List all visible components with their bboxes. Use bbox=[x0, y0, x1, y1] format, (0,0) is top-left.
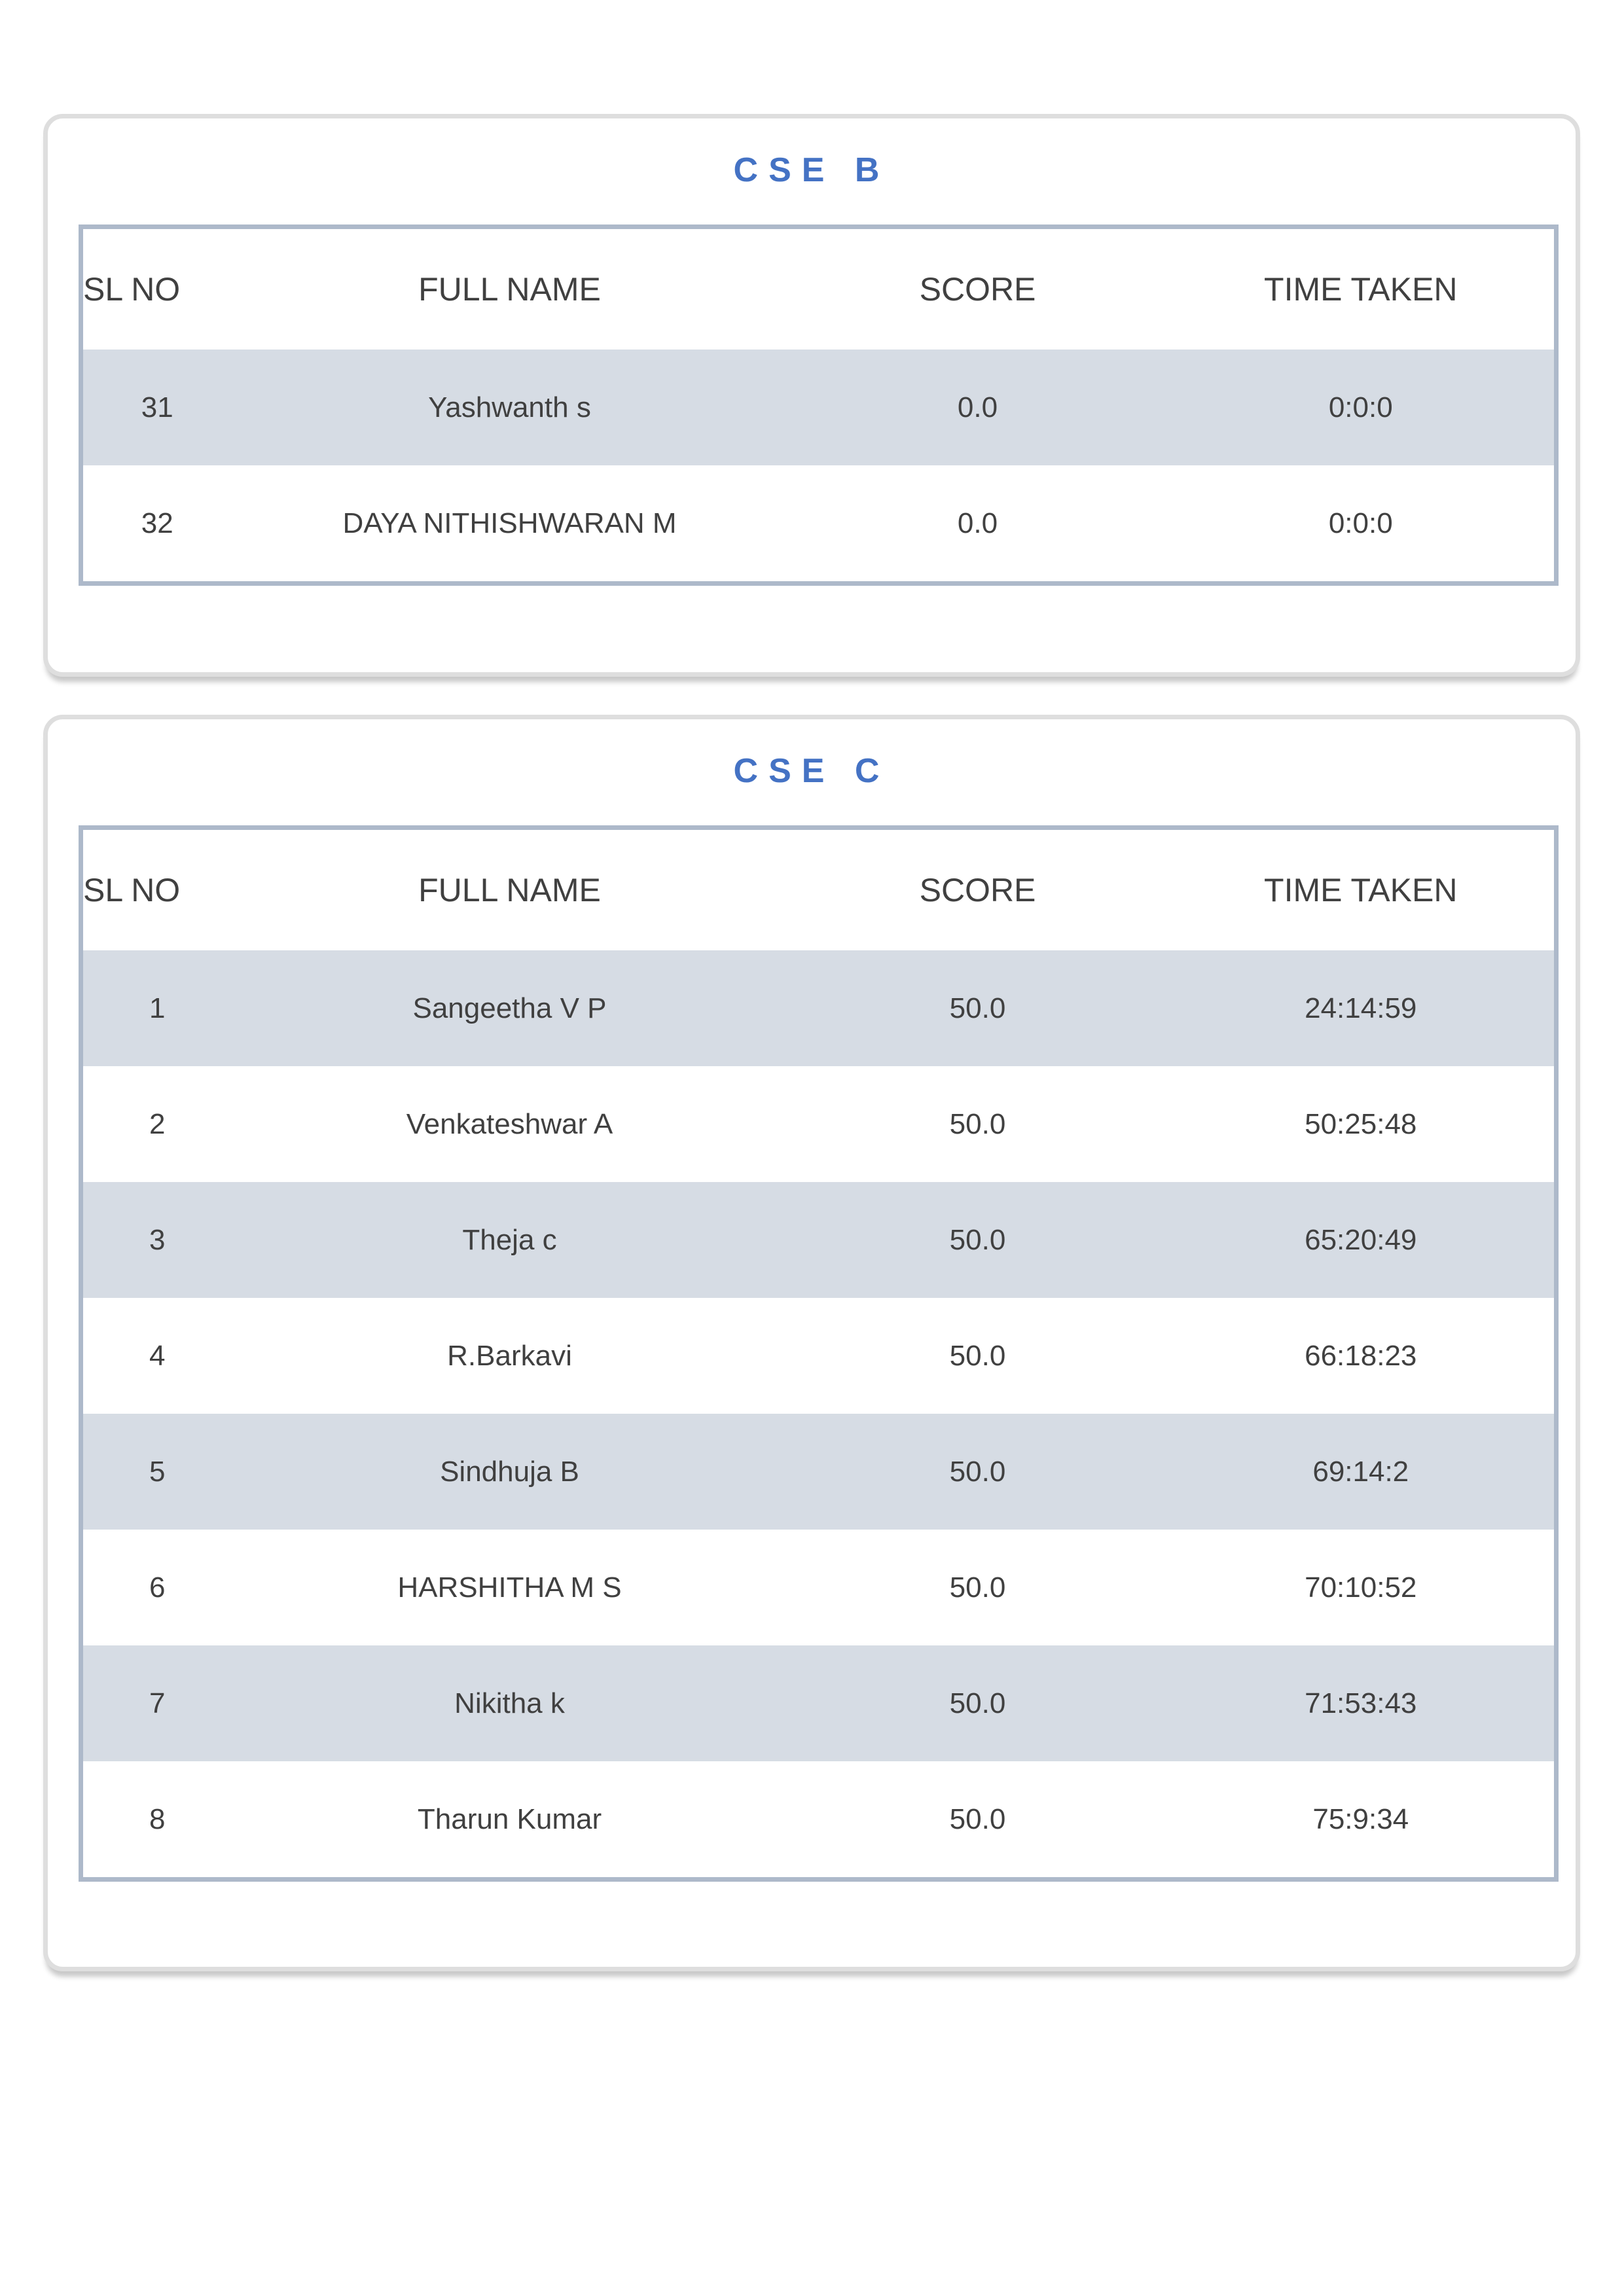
column-header-full-name: FULL NAME bbox=[418, 271, 601, 308]
column-header-score: SCORE bbox=[919, 271, 1036, 308]
cell-full-name: Venkateshwar A bbox=[232, 1066, 788, 1182]
cell-full-name: Theja c bbox=[232, 1182, 788, 1298]
cell-time-taken: 50:25:48 bbox=[1168, 1066, 1557, 1182]
section-title: CSE B bbox=[733, 151, 890, 189]
cell-full-name: DAYA NITHISHWARAN M bbox=[232, 465, 788, 584]
cell-score: 50.0 bbox=[788, 1530, 1168, 1645]
table-row bbox=[81, 1414, 1557, 1530]
cell-time-taken: 0:0:0 bbox=[1168, 465, 1557, 584]
cell-sl-no: 5 bbox=[81, 1414, 232, 1530]
table-row bbox=[81, 1761, 1557, 1880]
cell-sl-no: 32 bbox=[81, 465, 232, 584]
results-table bbox=[79, 224, 1559, 586]
column-header-sl-no: SL NO bbox=[83, 872, 181, 908]
cell-sl-no: 6 bbox=[81, 1530, 232, 1645]
cell-sl-no: 31 bbox=[81, 350, 232, 465]
cell-time-taken: 65:20:49 bbox=[1168, 1182, 1557, 1298]
cell-time-taken: 24:14:59 bbox=[1168, 950, 1557, 1066]
cell-full-name: Sindhuja B bbox=[232, 1414, 788, 1530]
cell-time-taken: 70:10:52 bbox=[1168, 1530, 1557, 1645]
table-row bbox=[81, 1182, 1557, 1298]
cell-time-taken: 0:0:0 bbox=[1168, 350, 1557, 465]
section-title: CSE C bbox=[733, 752, 890, 790]
cell-time-taken: 71:53:43 bbox=[1168, 1645, 1557, 1761]
cell-score: 50.0 bbox=[788, 1761, 1168, 1880]
cell-time-taken: 69:14:2 bbox=[1168, 1414, 1557, 1530]
cell-sl-no: 8 bbox=[81, 1761, 232, 1880]
cell-score: 0.0 bbox=[788, 350, 1168, 465]
cell-time-taken: 66:18:23 bbox=[1168, 1298, 1557, 1414]
cell-time-taken: 75:9:34 bbox=[1168, 1761, 1557, 1880]
cell-score: 50.0 bbox=[788, 1182, 1168, 1298]
cell-full-name: Sangeetha V P bbox=[232, 950, 788, 1066]
section-card-cse-c bbox=[43, 715, 1580, 1971]
column-header-full-name: FULL NAME bbox=[418, 872, 601, 908]
section-card-cse-b bbox=[43, 114, 1580, 677]
table-row bbox=[81, 1066, 1557, 1182]
column-header-sl-no: SL NO bbox=[83, 271, 181, 308]
results-table bbox=[79, 825, 1559, 1882]
cell-score: 0.0 bbox=[788, 465, 1168, 584]
cell-score: 50.0 bbox=[788, 1298, 1168, 1414]
column-header-score: SCORE bbox=[919, 872, 1036, 908]
cell-score: 50.0 bbox=[788, 1414, 1168, 1530]
column-header-time-taken: TIME TAKEN bbox=[1264, 271, 1458, 308]
cell-sl-no: 4 bbox=[81, 1298, 232, 1414]
cell-score: 50.0 bbox=[788, 1066, 1168, 1182]
cell-full-name: Yashwanth s bbox=[232, 350, 788, 465]
cell-full-name: R.Barkavi bbox=[232, 1298, 788, 1414]
table-row bbox=[81, 950, 1557, 1066]
cell-full-name: HARSHITHA M S bbox=[232, 1530, 788, 1645]
column-header-time-taken: TIME TAKEN bbox=[1264, 872, 1458, 908]
cell-sl-no: 3 bbox=[81, 1182, 232, 1298]
table-header-row bbox=[81, 828, 1557, 951]
cell-score: 50.0 bbox=[788, 950, 1168, 1066]
table-row bbox=[81, 1298, 1557, 1414]
table-row bbox=[81, 350, 1557, 465]
cell-score: 50.0 bbox=[788, 1645, 1168, 1761]
table-row bbox=[81, 1530, 1557, 1645]
table-header-row bbox=[81, 227, 1557, 350]
table-row bbox=[81, 1645, 1557, 1761]
cell-sl-no: 7 bbox=[81, 1645, 232, 1761]
cell-sl-no: 2 bbox=[81, 1066, 232, 1182]
cell-full-name: Nikitha k bbox=[232, 1645, 788, 1761]
cell-full-name: Tharun Kumar bbox=[232, 1761, 788, 1880]
cell-sl-no: 1 bbox=[81, 950, 232, 1066]
table-row bbox=[81, 465, 1557, 584]
